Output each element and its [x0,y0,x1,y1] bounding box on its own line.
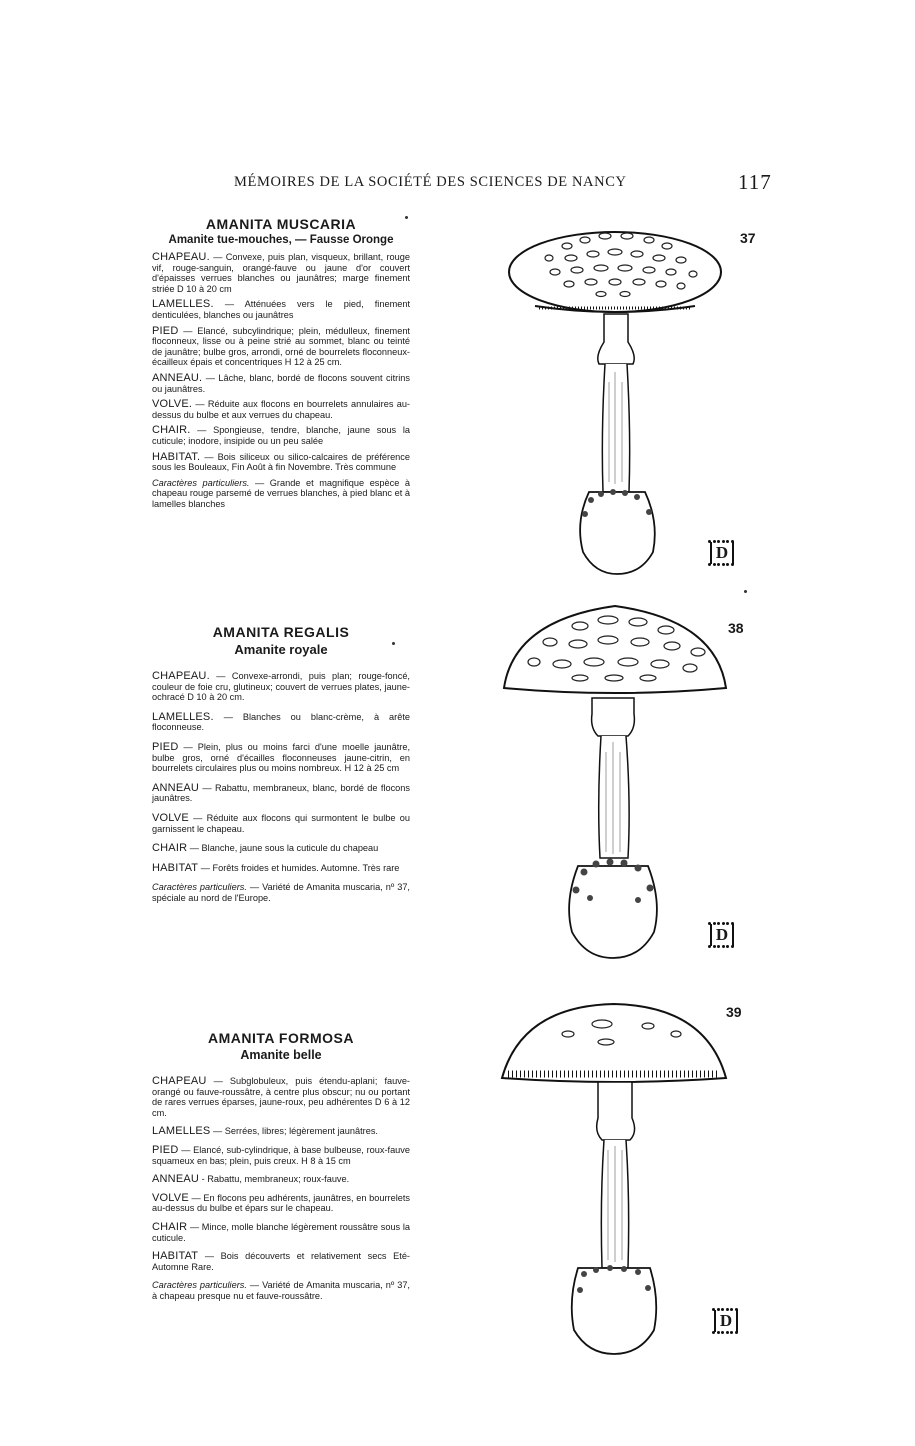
field-text: — Serrées, libres; légèrement jaunâtres. [210,1126,378,1137]
badge-border-dot [717,563,720,566]
field-label: LAMELLES. [152,710,214,723]
field-label: CHAPEAU [152,1075,207,1087]
description-entry [152,712,410,733]
description-list [152,1076,410,1302]
field-label: CHAIR [152,1220,188,1233]
figure-number: 38 [728,620,744,636]
field-text: — Grande et magnifique espèce à chapeau rouge parsemé de verrues blanches, à pied blanc et à lamelles blanches [152,477,410,509]
description-entry [152,843,410,854]
field-label: ANNEAU. [152,371,203,384]
note-label: Caractères particuliers. [152,882,247,893]
field-text: — Rabattu, membraneux, blanc, bordé de flocons jaunâtres. [152,782,410,804]
field-label: PIED [152,740,179,753]
badge-border-dot [730,1331,733,1334]
description-entry [152,863,410,874]
mushroom-illustration-37 [505,222,730,582]
badge-border-dot [721,1331,724,1334]
scan-speck [744,590,747,593]
description-list [152,252,410,509]
badge-border-dot [735,1308,738,1311]
edibility-badge-d [710,1308,738,1334]
field-text: — Bois découverts et relativement secs Eté-Automne Rare. [152,1251,410,1272]
field-text: — Variété de Amanita muscaria, nº 37, à chapeau presque nu et fauve-roussâtre. [152,1280,410,1301]
badge-border-dot [731,945,734,948]
badge-border-dot [726,563,729,566]
field-label: PIED [152,324,179,337]
field-text: — Réduite aux flocons en bourrelets annulaires au-dessus du bulbe et aux verrues du chapeau. [152,399,410,420]
badge-border-dot [731,922,734,925]
field-text: — Bois siliceux ou silico-calcaires de préférence sous les Bouleaux, Fin Août à fin Novembre. Très commune [152,451,410,473]
field-text: — Subglobuleux, puis étendu-aplani; fauve-orangé ou fauve-roussâtre, à centre plus obscur; nu ou portant de rares verrues éparses, jaune-roux, peu adhérentes D 6 à 12 cm. [152,1076,410,1118]
field-label: ANNEAU [152,781,200,794]
badge-letter: D [710,924,734,946]
badge-border-dot [708,563,711,566]
species-block-muscaria [152,216,410,514]
field-text: — Elancé, sub-cylindrique, à base bulbeuse, roux-fauve squameux en bas; plein, puis creux. H 8 à 15 cm [152,1144,410,1166]
field-label: CHAPEAU. [152,251,210,263]
description-entry [152,671,410,703]
description-entry [152,1145,410,1166]
description-entry [152,742,410,774]
field-text: — Variété de Amanita muscaria, nº 37, spéciale au nord de l'Europe. [152,882,410,903]
field-text: — Convexe, puis plan, visqueux, brillant, rouge vif, rouge-sanguin, orangé-fauve ou jaune d'or couvert d'épaisses verrues blanches ou jaunâtres; marge finement striée D 10 à 20 cm [152,252,410,294]
page-number: 117 [738,170,772,194]
common-name: Amanite belle [240,1048,322,1062]
badge-border-dot [726,1308,729,1311]
field-label: PIED [152,1143,179,1156]
badge-border-dot [712,1308,715,1311]
description-entry [152,783,410,804]
description-entry [152,373,410,394]
description-entry [152,326,410,368]
field-text: — Plein, plus ou moins farci d'une moelle jaunâtre, bulbe gros, orné d'écailles floconneuses jaune-citrin, en bourrelets circulaires plus ou moins nombreux. H 12 à 25 cm [152,741,410,774]
field-label: VOLVE [152,811,189,824]
description-entry [152,299,410,320]
mushroom-illustration-38 [500,602,730,972]
field-text: — En flocons peu adhérents, jaunâtres, en bourrelets au-dessus du bulbe et épars sur le chapeau. [152,1192,410,1214]
field-text: — Blanches ou blanc-crème, à arête floconneuse. [152,711,410,733]
field-label: ANNEAU [152,1173,200,1186]
badge-border-dot [713,563,716,566]
common-name: Amanite tue-mouches, — Fausse Oronge [168,234,394,246]
field-text: — Blanche, jaune sous la cuticule du chapeau [187,843,379,854]
badge-border-dot [722,945,725,948]
badge-border-dot [735,1331,738,1334]
badge-border-dot [717,1331,720,1334]
description-entry [152,478,410,510]
field-text: - Rabattu, membraneux; roux-fauve. [199,1174,350,1185]
description-entry [152,399,410,420]
species-block-formosa [152,1030,410,1310]
edibility-badge-d [706,922,734,948]
field-label: HABITAT [152,861,199,874]
field-label: HABITAT [152,1250,199,1263]
badge-border-dot [717,945,720,948]
field-label: LAMELLES [152,1125,211,1138]
field-label: VOLVE [152,1191,189,1204]
scan-speck [392,642,395,645]
description-entry [152,1280,410,1301]
description-entry [152,1193,410,1214]
description-list [152,671,410,904]
field-text: — Spongieuse, tendre, blanche, jaune sous la cuticule; inodore, insipide ou un peu salée [152,425,410,446]
field-label: HABITAT. [152,450,201,463]
badge-border-dot [726,1331,729,1334]
description-entry [152,813,410,834]
field-label: VOLVE. [152,398,193,411]
description-entry [152,252,410,294]
badge-border-dot [722,563,725,566]
field-text: — Lâche, blanc, bordé de flocons souvent citrins ou jaunâtres. [152,372,410,394]
badge-letter: D [710,542,734,564]
scan-speck [405,216,408,219]
description-entry [152,1076,410,1118]
field-text: — Convexe-arrondi, puis plan; rouge-foncé, couleur de foie cru, glutineux; couvert de verrues plates, jaune-ochracé D 10 à 20 cm. [152,671,410,703]
field-text: — Elancé, subcylindrique; plein, médulleux, finement floconneux, lisse ou à peine strié au sommet, blanc ou teinté de jaunâtre; bulbe gros, arrondi, orné de bourrelets floconneux-écailleux épais et concentriques H 12 à 25 cm. [152,325,410,368]
field-label: CHAIR. [152,424,191,437]
description-entry [152,1251,410,1272]
badge-border-dot [712,1331,715,1334]
badge-border-dot [713,922,716,925]
badge-border-dot [717,1308,720,1311]
common-name: Amanite royale [234,642,328,657]
species-title: AMANITA MUSCARIA [205,216,357,232]
description-entry [152,882,410,903]
species-title: AMANITA FORMOSA [208,1030,354,1046]
description-entry [152,1126,410,1137]
field-text: — Mince, molle blanche légèrement roussâtre sous la cuticule. [152,1221,410,1243]
badge-border-dot [722,922,725,925]
note-label: Caractères particuliers. [152,1280,247,1291]
figure-number: 37 [740,230,756,246]
badge-letter: D [714,1310,738,1332]
description-entry [152,425,410,446]
figure-number: 39 [726,1004,742,1020]
description-entry [152,452,410,473]
badge-border-dot [713,540,716,543]
badge-border-dot [726,945,729,948]
mushroom-illustration-39 [498,1000,728,1365]
note-label: Caractères particuliers. [152,477,250,488]
badge-border-dot [708,945,711,948]
field-text: — Atténuées vers le pied, finement denticulées, blanches ou jaunâtres [152,299,410,320]
badge-border-dot [722,540,725,543]
edibility-badge-d [706,540,734,566]
field-label: CHAIR [152,842,188,855]
field-text: — Forêts froides et humides. Automne. Très rare [198,862,400,873]
description-entry [152,1222,410,1243]
field-label: CHAPEAU. [152,670,210,682]
field-text: — Réduite aux flocons qui surmontent le bulbe ou garnissent le chapeau. [152,812,410,834]
species-title: AMANITA REGALIS [212,624,350,640]
badge-border-dot [731,540,734,543]
badge-border-dot [708,540,711,543]
species-block-regalis [152,624,410,913]
description-entry [152,1174,410,1185]
badge-border-dot [731,563,734,566]
badge-border-dot [708,922,711,925]
badge-border-dot [713,945,716,948]
field-label: LAMELLES. [152,298,214,311]
running-title: MÉMOIRES DE LA SOCIÉTÉ DES SCIENCES DE NANCY [234,174,627,190]
